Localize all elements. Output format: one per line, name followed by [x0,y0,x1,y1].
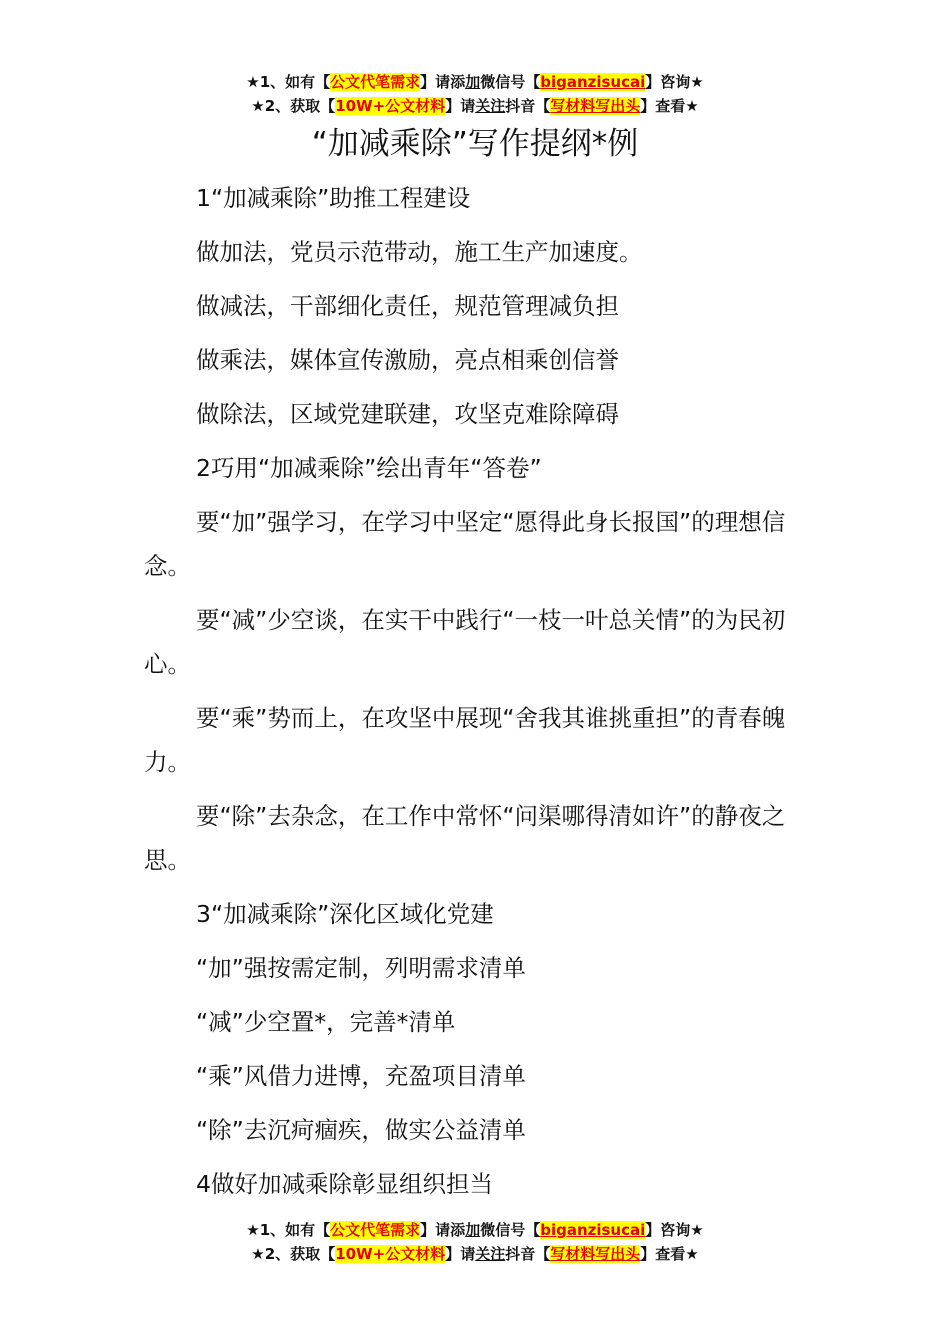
wechat-id-highlight: biganzisucai [540,1221,646,1239]
banner-text: ★1、如有【 [246,73,331,91]
body-paragraph: 要“除”去杂念，在工作中常怀“问渠哪得清如许”的静夜之思。 [144,802,786,874]
document-title: “加减乘除”写作提纲*例 [311,126,639,162]
banner-line-1 [0,70,950,94]
body-paragraph: 做减法，干部细化责任，规范管理减负担 [196,292,619,320]
banner-text: 】咨询★ [645,73,704,91]
banner-highlight: 公文代笔需求 [330,1221,421,1239]
body-paragraph: “除”去沉疴痼疾，做实公益清单 [196,1116,526,1144]
banner-text: 】咨询★ [645,1221,704,1239]
banner-underline: 关注 [475,1245,506,1263]
banner-line-2 [0,1242,950,1266]
body-paragraph: 要“减”少空谈，在实干中践行“一枝一叶总关情”的为民初心。 [144,606,786,678]
banner-text: 微信号【 [480,73,541,91]
body-paragraph: 做加法，党员示范带动，施工生产加速度。 [196,238,643,266]
banner-text: ★2、获取【 [251,97,336,115]
banner-text: ★2、获取【 [251,1245,336,1263]
footer-banner [0,1218,950,1266]
banner-underline: 关注 [475,97,506,115]
banner-underline: 加 [465,73,481,91]
douyin-name-highlight: 写材料写出头 [550,1245,641,1263]
banner-text: 抖音【 [505,97,551,115]
heading-3: 3“加减乘除”深化区域化党建 [196,900,494,928]
body-paragraph: “加”强按需定制，列明需求清单 [196,954,526,982]
banner-text: 】查看★ [640,97,699,115]
document-body [144,176,804,1216]
banner-text: 微信号【 [480,1221,541,1239]
banner-text: 】请 [445,1245,476,1263]
banner-underline: 加 [465,1221,481,1239]
banner-highlight: 10W+公文材料 [335,1245,446,1263]
header-banner [0,70,950,118]
body-paragraph: 要“乘”势而上，在攻坚中展现“舍我其谁挑重担”的青春魄力。 [144,704,786,776]
banner-highlight: 公文代笔需求 [330,73,421,91]
banner-text: 】请 [445,97,476,115]
body-paragraph: “乘”风借力进博，充盈项目清单 [196,1062,526,1090]
wechat-id-highlight: biganzisucai [540,73,646,91]
banner-text: ★1、如有【 [246,1221,331,1239]
banner-line-2 [0,94,950,118]
heading-1: 1“加减乘除”助推工程建设 [196,184,471,212]
banner-text: 】查看★ [640,1245,699,1263]
body-paragraph: 要“加”强学习，在学习中坚定“愿得此身长报国”的理想信念。 [144,508,786,580]
banner-text: 】请添 [420,1221,466,1239]
heading-4: 4做好加减乘除彰显组织担当 [196,1170,493,1198]
banner-highlight: 10W+公文材料 [335,97,446,115]
banner-text: 抖音【 [505,1245,551,1263]
body-paragraph: 做除法，区域党建联建，攻坚克难除障碍 [196,400,619,428]
body-paragraph: “减”少空置*，完善*清单 [196,1008,456,1036]
banner-text: 】请添 [420,73,466,91]
douyin-name-highlight: 写材料写出头 [550,97,641,115]
body-paragraph: 做乘法，媒体宣传激励，亮点相乘创信誉 [196,346,619,374]
heading-2: 2巧用“加减乘除”绘出青年“答卷” [196,454,542,482]
banner-line-1 [0,1218,950,1242]
